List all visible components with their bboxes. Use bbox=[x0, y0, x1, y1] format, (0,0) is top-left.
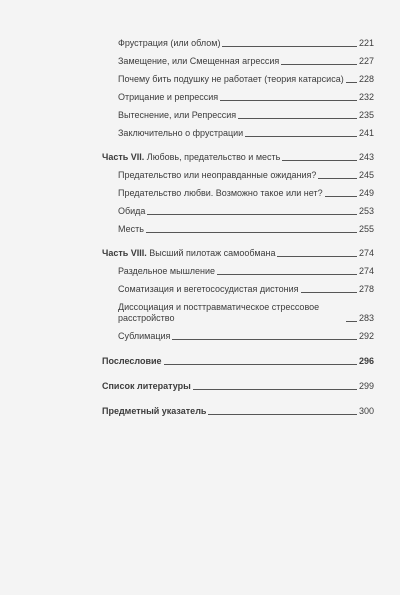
toc-entry-page: 241 bbox=[358, 128, 374, 138]
toc-entry bbox=[102, 38, 374, 49]
toc-entry-page: 249 bbox=[358, 188, 374, 198]
toc-entry-page: 245 bbox=[358, 170, 374, 180]
toc-entry-page: 227 bbox=[358, 56, 374, 66]
leader-dots bbox=[208, 414, 357, 415]
table-of-contents bbox=[102, 38, 374, 417]
toc-entry-title: Почему бить подушку не работает (теория катарсиса) bbox=[118, 74, 344, 84]
toc-entry-page: 274 bbox=[358, 248, 374, 258]
toc-part-heading bbox=[102, 152, 374, 163]
toc-entry-literature bbox=[102, 381, 374, 392]
toc-entry-title: Предательство или неоправданные ожидания? bbox=[118, 170, 317, 180]
leader-dots bbox=[146, 232, 357, 233]
leader-dots bbox=[346, 321, 357, 322]
toc-part-title bbox=[102, 152, 282, 163]
toc-entry-page: 300 bbox=[358, 406, 374, 416]
leader-dots bbox=[238, 118, 357, 119]
toc-entry-page: 255 bbox=[358, 224, 374, 234]
leader-dots bbox=[147, 214, 357, 215]
toc-entry-title: Заключительно о фрустрации bbox=[118, 128, 244, 138]
toc-entry bbox=[102, 56, 374, 67]
toc-entry-title: Сублимация bbox=[118, 331, 171, 341]
toc-entry-page: 299 bbox=[358, 381, 374, 391]
leader-dots bbox=[282, 160, 357, 161]
toc-entry-page: 292 bbox=[358, 331, 374, 341]
toc-entry bbox=[102, 206, 374, 217]
toc-entry bbox=[102, 110, 374, 121]
toc-entry-title: Замещение, или Смещенная агрессия bbox=[118, 56, 280, 66]
leader-dots bbox=[346, 82, 357, 83]
toc-entry-title: Послесловие bbox=[102, 356, 162, 366]
toc-entry bbox=[102, 170, 374, 181]
toc-entry bbox=[102, 74, 374, 85]
leader-dots bbox=[301, 292, 357, 293]
toc-entry-page: 278 bbox=[358, 284, 374, 294]
toc-entry-title: Раздельное мышление bbox=[118, 266, 216, 276]
toc-entry bbox=[102, 92, 374, 103]
toc-entry bbox=[102, 331, 374, 342]
leader-dots bbox=[193, 389, 357, 390]
leader-dots bbox=[281, 64, 357, 65]
toc-entry-title: Месть bbox=[118, 224, 144, 234]
toc-entry-page: 296 bbox=[358, 356, 374, 366]
toc-entry bbox=[102, 188, 374, 199]
toc-part-prefix: Часть VIII. bbox=[102, 248, 147, 258]
leader-dots bbox=[222, 46, 357, 47]
toc-part-heading bbox=[102, 248, 374, 259]
toc-entry-index bbox=[102, 406, 374, 417]
leader-dots bbox=[172, 339, 357, 340]
toc-entry-title: Диссоциация и посттравматическое стрессовое расстройство bbox=[118, 302, 320, 323]
toc-entry-title: Фрустрация (или облом) bbox=[118, 38, 221, 48]
toc-entry-page: 274 bbox=[358, 266, 374, 276]
leader-dots bbox=[277, 256, 356, 257]
toc-entry-page: 235 bbox=[358, 110, 374, 120]
toc-part-title bbox=[102, 248, 277, 259]
toc-entry-title: Предметный указатель bbox=[102, 406, 207, 416]
leader-dots bbox=[220, 100, 357, 101]
leader-dots bbox=[217, 274, 357, 275]
leader-dots bbox=[164, 364, 357, 365]
leader-dots bbox=[245, 136, 357, 137]
toc-entry-page: 243 bbox=[358, 152, 374, 162]
toc-entry-page: 221 bbox=[358, 38, 374, 48]
toc-entry-title: Предательство любви. Возможно такое или нет? bbox=[118, 188, 323, 198]
toc-entry-title: Обида bbox=[118, 206, 146, 216]
toc-entry bbox=[102, 284, 374, 295]
toc-entry-page: 228 bbox=[358, 74, 374, 84]
toc-entry bbox=[102, 224, 374, 235]
toc-entry-page: 253 bbox=[358, 206, 374, 216]
toc-entry-title: Вытеснение, или Репрессия bbox=[118, 110, 237, 120]
leader-dots bbox=[318, 178, 357, 179]
toc-entry bbox=[102, 128, 374, 139]
toc-entry bbox=[102, 266, 374, 277]
toc-entry-title: Отрицание и репрессия bbox=[118, 92, 219, 102]
toc-part-name: Высший пилотаж самообмана bbox=[149, 248, 276, 258]
toc-part-prefix: Часть VII. bbox=[102, 152, 145, 162]
toc-entry-title: Соматизация и вегетососудистая дистония bbox=[118, 284, 299, 294]
toc-part-name: Любовь, предательство и месть bbox=[146, 152, 281, 162]
toc-entry-title: Список литературы bbox=[102, 381, 191, 391]
toc-entry-page: 283 bbox=[358, 313, 374, 323]
toc-entry-afterword bbox=[102, 356, 374, 367]
toc-entry bbox=[102, 302, 374, 324]
leader-dots bbox=[325, 196, 357, 197]
toc-entry-page: 232 bbox=[358, 92, 374, 102]
